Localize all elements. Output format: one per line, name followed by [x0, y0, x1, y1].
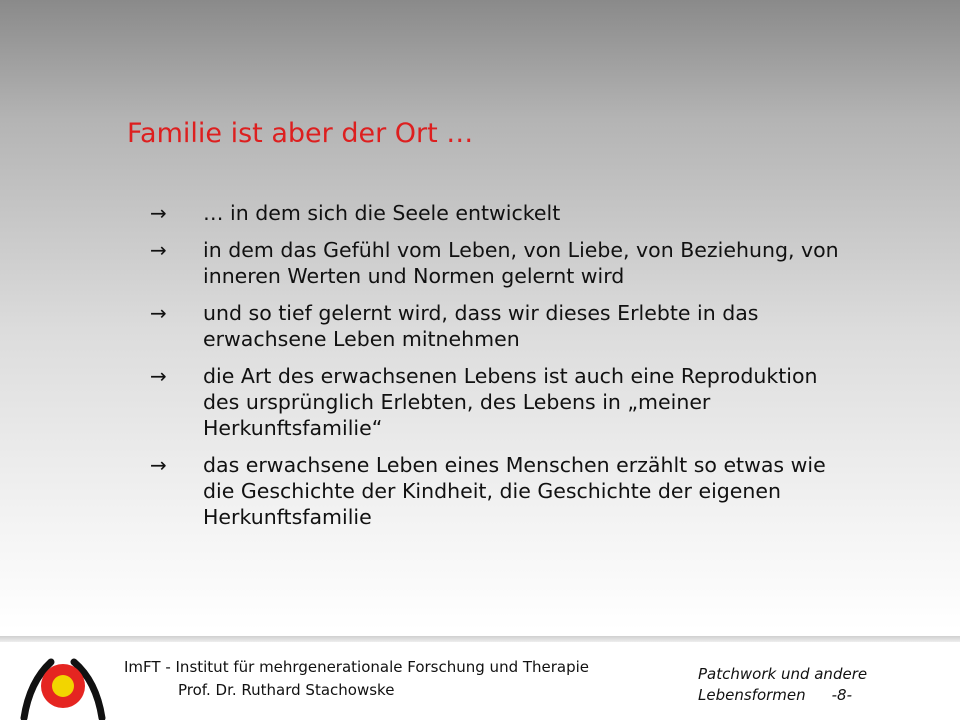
right-arrow-icon: → — [150, 238, 167, 262]
bullet-text: und so tief gelernt wird, dass wir dieses Erlebte in das erwachsene Leben mitnehmen — [203, 301, 759, 351]
bullet-item — [150, 200, 850, 226]
bullet-text: in dem das Gefühl vom Leben, von Liebe, von Beziehung, von inneren Werten und Normen gelernt wird — [203, 238, 839, 288]
footer-topic — [698, 664, 928, 706]
bullet-item — [150, 300, 850, 352]
footer-topic-line2 — [698, 685, 928, 706]
bullet-item — [150, 363, 850, 441]
bullet-text: die Art des erwachsenen Lebens ist auch eine Reproduktion des ursprünglich Erlebten, des Lebens in „meiner Herkunftsfamilie“ — [203, 364, 818, 440]
slide-title: Familie ist aber der Ort … — [127, 118, 474, 149]
right-arrow-icon: → — [150, 201, 167, 225]
footer-topic-line1: Patchwork und andere — [698, 665, 868, 683]
imft-logo — [18, 642, 108, 720]
bullet-item — [150, 237, 850, 289]
right-arrow-icon: → — [150, 453, 167, 477]
right-arrow-icon: → — [150, 301, 167, 325]
footer-professor: Prof. Dr. Ruthard Stachowske — [178, 681, 395, 699]
right-arrow-icon: → — [150, 364, 167, 388]
bullet-list — [150, 200, 850, 541]
bullet-item — [150, 452, 850, 530]
footer-divider — [0, 636, 960, 642]
bullet-text: … in dem sich die Seele entwickelt — [203, 201, 561, 225]
footer-institute: ImFT - Institut für mehrgenerationale Forschung und Therapie — [124, 658, 590, 676]
page-number: -8- — [831, 686, 853, 704]
footer-topic-text: Lebensformen — [698, 686, 806, 704]
bullet-text: das erwachsene Leben eines Menschen erzählt so etwas wie die Geschichte der Kindheit, die Geschichte der eigenen Herkunftsfamilie — [203, 453, 826, 529]
